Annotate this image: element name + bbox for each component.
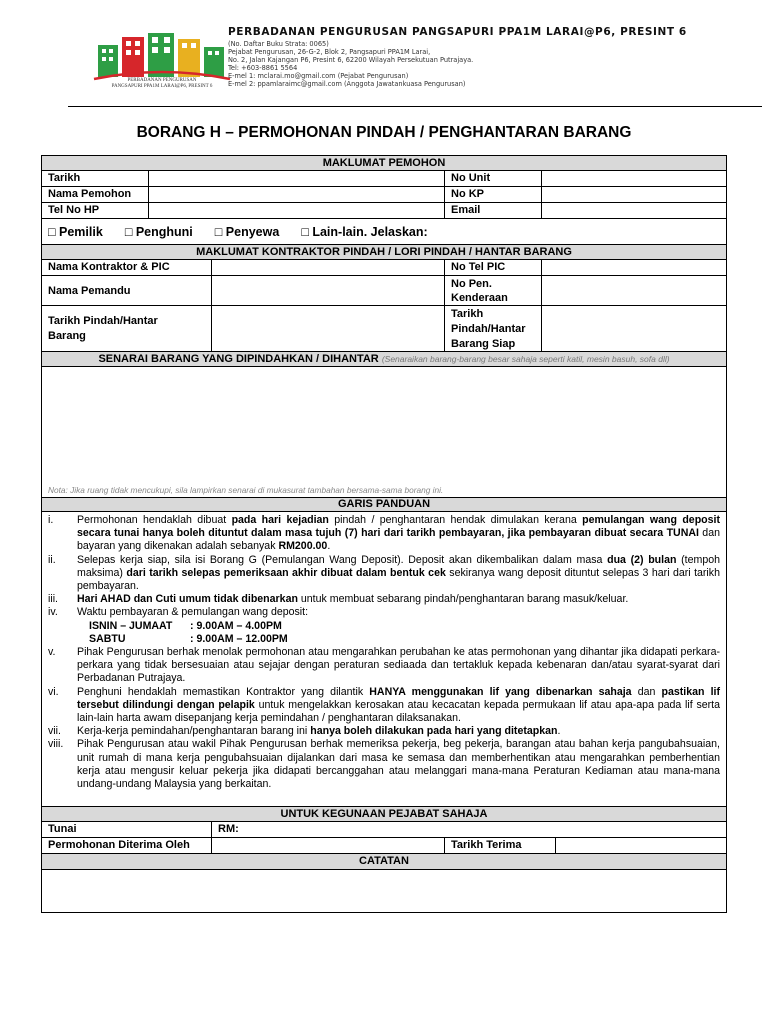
label-tarikh-siap-line2: Pindah/Hantar xyxy=(451,323,526,335)
guideline-1-text-d: pemulangan wang deposit secara tunai hanya boleh dituntut dalam masa tujuh (7) hari dari tarikh pembayaran, jika pembayaran dibuat secara TUNAI xyxy=(77,514,721,540)
label-rm: RM: xyxy=(218,823,239,835)
row-nama-kontraktor xyxy=(42,260,726,276)
guideline-6-text-a: Penghuni hendaklah memastikan Kontraktor yang dilantik xyxy=(77,685,370,698)
row-tel xyxy=(42,203,726,219)
form-table xyxy=(41,155,727,913)
garis-panduan-content xyxy=(42,512,726,807)
label-no-kp: No KP xyxy=(445,187,542,202)
field-tarikh[interactable] xyxy=(149,171,445,186)
field-diterima-oleh[interactable] xyxy=(212,838,445,853)
guideline-3-text-a: Hari AHAD dan Cuti umum tidak dibenarkan xyxy=(77,593,298,606)
section-maklumat-kontraktor: MAKLUMAT KONTRAKTOR PINDAH / LORI PINDAH / HANTAR BARANG xyxy=(42,245,726,260)
field-no-kp[interactable] xyxy=(542,187,726,202)
guideline-7-text-c: . xyxy=(557,725,561,738)
guideline-3 xyxy=(48,593,720,606)
schedule-weekday-day: ISNIN – JUMAAT xyxy=(89,619,173,632)
field-catatan[interactable] xyxy=(42,870,726,912)
guideline-1-number: i. xyxy=(48,514,54,526)
label-nama-pemandu: Nama Pemandu xyxy=(42,276,212,305)
schedule-saturday-time: : 9.00AM – 12.00PM xyxy=(190,632,288,645)
label-email: Email xyxy=(445,203,542,218)
guideline-6-text-d: pastikan lif tersebut dilindungi dengan pelapik xyxy=(77,685,720,711)
label-diterima-oleh: Permohonan Diterima Oleh xyxy=(42,838,212,853)
field-tarikh-siap[interactable] xyxy=(542,306,726,351)
field-rm[interactable] xyxy=(212,822,726,837)
guideline-5 xyxy=(48,646,720,686)
guideline-6-text-e: untuk mengelakkan kerosakan atau kecacatan kepada permukaan lif atau apa-apa pada lif serta lain-lain harta awam disepanjang kerja pemindahan / penghantaran dilaksanakan. xyxy=(77,698,720,725)
guideline-5-number: v. xyxy=(48,646,56,659)
label-no-pen-line2: Kenderaan xyxy=(451,292,508,304)
email-line-1: E-mel 1: mclarai.mo@gmail.com (Pejabat Pengurusan) xyxy=(228,72,409,80)
guideline-5-text: Pihak Pengurusan berhak menolak permohonan atau mengarahkan perubahan ke atas permohonan yang dihantar jika didapati perkara-perkara yang tidak bersesuaian atau sejajar dengan peraturan sediaada dan tertakluk kepada kebenaran dan/atau syarat-syarat dari Perbadanan Putrajaya. xyxy=(77,646,720,685)
organization-details xyxy=(228,26,728,88)
guideline-2-text-c: (tempoh maksima) xyxy=(77,553,720,579)
row-nama-pemandu xyxy=(42,276,726,306)
guideline-4-number: iv. xyxy=(48,606,58,619)
letterhead xyxy=(80,22,720,94)
guideline-8 xyxy=(48,738,720,791)
address-line-2: No. 2, Jalan Kajangan P6, Presint 6, 62200 Wilayah Persekutuan Putrajaya. xyxy=(228,56,474,64)
field-nama-pemandu[interactable] xyxy=(212,276,445,305)
email-line-2: E-mel 2: ppamlaraimc@gmail.com (Anggota Jawatankuasa Pengurusan) xyxy=(228,80,466,88)
organization-name: PERBADANAN PENGURUSAN PANGSAPURI PPA1M LARAI@P6, PRESINT 6 xyxy=(228,26,687,38)
field-tarikh-terima[interactable] xyxy=(556,838,726,853)
guideline-7 xyxy=(48,725,720,738)
guideline-3-number: iii. xyxy=(48,593,59,606)
section-catatan: CATATAN xyxy=(42,854,726,870)
label-tarikh-siap-line3: Barang Siap xyxy=(451,338,516,350)
guideline-8-number: viii. xyxy=(48,738,64,751)
guideline-3-text-b: untuk membuat sebarang pindah/penghantaran barang masuk/keluar. xyxy=(297,593,629,606)
label-nama-kontraktor: Nama Kontraktor & PIC xyxy=(42,260,212,275)
field-senarai-barang[interactable] xyxy=(42,367,726,498)
guideline-2-text-d: dari tarikh selepas pemeriksaan akhir dibuat dalam bentuk cek xyxy=(126,566,446,579)
checkbox-penyewa[interactable]: □ Penyewa xyxy=(214,224,280,239)
guideline-6-text-b: HANYA menggunakan lif yang dibenarkan sahaja xyxy=(369,685,632,698)
guideline-4 xyxy=(48,606,720,619)
label-no-pen-line1: No Pen. xyxy=(451,278,492,290)
section-senarai-barang xyxy=(42,352,726,367)
row-status-options xyxy=(42,219,726,245)
schedule-weekday xyxy=(48,620,720,633)
checkbox-pemilik[interactable]: □ Pemilik xyxy=(48,224,103,239)
field-tarikh-pindah[interactable] xyxy=(212,306,445,351)
guideline-7-text-a: Kerja-kerja pemindahan/penghantaran barang ini xyxy=(77,725,311,738)
guideline-1-text-e: dan bayaran yang dikenakan adalah sebanyak xyxy=(77,527,720,553)
guideline-4-text: Waktu pembayaran & pemulangan wang deposit: xyxy=(77,606,309,619)
nota-lampiran: Nota: Jika ruang tidak mencukupi, sila lampirkan senarai di mukasurat tambahan bersama-sama borang ini. xyxy=(48,485,444,495)
guideline-2-text-a: Selepas kerja siap, sila isi Borang G (Pemulangan Wang Deposit). Deposit akan dikembalikan dalam masa xyxy=(77,553,608,566)
label-tarikh: Tarikh xyxy=(42,171,149,186)
header-divider xyxy=(68,106,762,107)
label-tarikh-siap-line1: Tarikh xyxy=(451,308,484,320)
label-no-tel-pic: No Tel PIC xyxy=(445,260,542,275)
guideline-1-text-f: RM200.00 xyxy=(278,540,328,553)
senarai-barang-hint: (Senaraikan barang-barang besar sahaja seperti katil, mesin basuh, sofa dll) xyxy=(381,354,670,364)
section-kegunaan-pejabat: UNTUK KEGUNAAN PEJABAT SAHAJA xyxy=(42,807,726,822)
label-nama-pemohon: Nama Pemohon xyxy=(42,187,149,202)
guideline-7-number: vii. xyxy=(48,725,61,738)
senarai-barang-heading: SENARAI BARANG YANG DIPINDAHKAN / DIHANTAR xyxy=(98,353,379,365)
section-garis-panduan: GARIS PANDUAN xyxy=(42,498,726,512)
label-tarikh-pindah xyxy=(42,306,212,351)
guideline-6-text-c: dan xyxy=(631,685,662,698)
field-no-unit[interactable] xyxy=(542,171,726,186)
row-diterima xyxy=(42,838,726,854)
label-tarikh-terima: Tarikh Terima xyxy=(445,838,556,853)
schedule-saturday-day: SABTU xyxy=(89,632,126,645)
telephone-line: Tel: +603-8861 5564 xyxy=(228,64,298,72)
checkbox-penghuni[interactable]: □ Penghuni xyxy=(124,224,193,239)
guideline-6-number: vi. xyxy=(48,685,59,698)
guideline-2-text-e: sekiranya wang deposit dituntut selepas 3 hari dari tarikh pembayaran. xyxy=(77,566,720,593)
field-email[interactable] xyxy=(542,203,726,218)
label-tel-no-hp: Tel No HP xyxy=(42,203,149,218)
guideline-1 xyxy=(48,514,720,554)
row-tarikh-pindah xyxy=(42,306,726,352)
field-no-tel-pic[interactable] xyxy=(542,260,726,275)
field-no-pen-kenderaan[interactable] xyxy=(542,276,726,305)
guideline-2-number: ii. xyxy=(48,553,56,566)
field-tel-no-hp[interactable] xyxy=(149,203,445,218)
schedule-saturday xyxy=(48,633,720,646)
address-line-1: Pejabat Pengurusan, 26-G-2, Blok 2, Pangsapuri PPA1M Larai, xyxy=(228,48,431,56)
guideline-2 xyxy=(48,554,720,594)
field-nama-kontraktor[interactable] xyxy=(212,260,445,275)
checkbox-lain-lain[interactable]: □ Lain-lain. Jelaskan: xyxy=(301,224,428,239)
schedule-weekday-time: : 9.00AM – 4.00PM xyxy=(190,619,282,632)
guideline-1-text-a: Permohonan hendaklah dibuat xyxy=(77,514,232,526)
label-tunai: Tunai xyxy=(42,822,212,837)
form-title: BORANG H – PERMOHONAN PINDAH / PENGHANTARAN BARANG xyxy=(136,124,632,141)
row-tunai xyxy=(42,822,726,838)
field-nama-pemohon[interactable] xyxy=(149,187,445,202)
guideline-7-text-b: hanya boleh dilakukan pada hari yang ditetapkan xyxy=(310,725,558,738)
guideline-1-text-b: pada hari kejadian xyxy=(231,514,329,526)
section-maklumat-pemohon: MAKLUMAT PEMOHON xyxy=(42,156,726,171)
guideline-1-text-c: pindah / penghantaran hendak dimulakan kerana xyxy=(328,514,583,526)
label-tarikh-pindah-line1: Tarikh Pindah/Hantar xyxy=(48,315,158,327)
label-tarikh-pindah-line2: Barang xyxy=(48,330,86,342)
guideline-2-text-b: dua (2) bulan xyxy=(607,553,677,566)
logo-caption: PERBADANAN PENGURUSAN PANGSAPURI PPA1M LARAI@P6, PRESINT 6 xyxy=(111,78,213,89)
row-nama-pemohon xyxy=(42,187,726,203)
guideline-8-text: Pihak Pengurusan atau wakil Pihak Pengurusan berhak memeriksa pekerja, beg pekerja, barangan atau bahan kerja pangubahsuaian, unit rumah di mana kerja pengubahsuaian dijalankan dari masa ke semasa dan memberhentikan atau mengarahkan pemberhentian kerja atau mengusir keluar pekerja jika didapati bercanggahan atau melanggari mana-mana Peraturan Kediaman atau mana-mana undang-undang Malaysia yang berkaitan. xyxy=(77,738,720,791)
row-tarikh xyxy=(42,171,726,187)
guideline-6 xyxy=(48,686,720,726)
label-no-unit: No Unit xyxy=(445,171,542,186)
label-no-pen-kenderaan xyxy=(445,276,542,305)
guideline-1-text-g: . xyxy=(327,540,331,553)
label-tarikh-siap xyxy=(445,306,542,351)
registration-line: (No. Daftar Buku Strata: 0065) xyxy=(228,40,329,48)
